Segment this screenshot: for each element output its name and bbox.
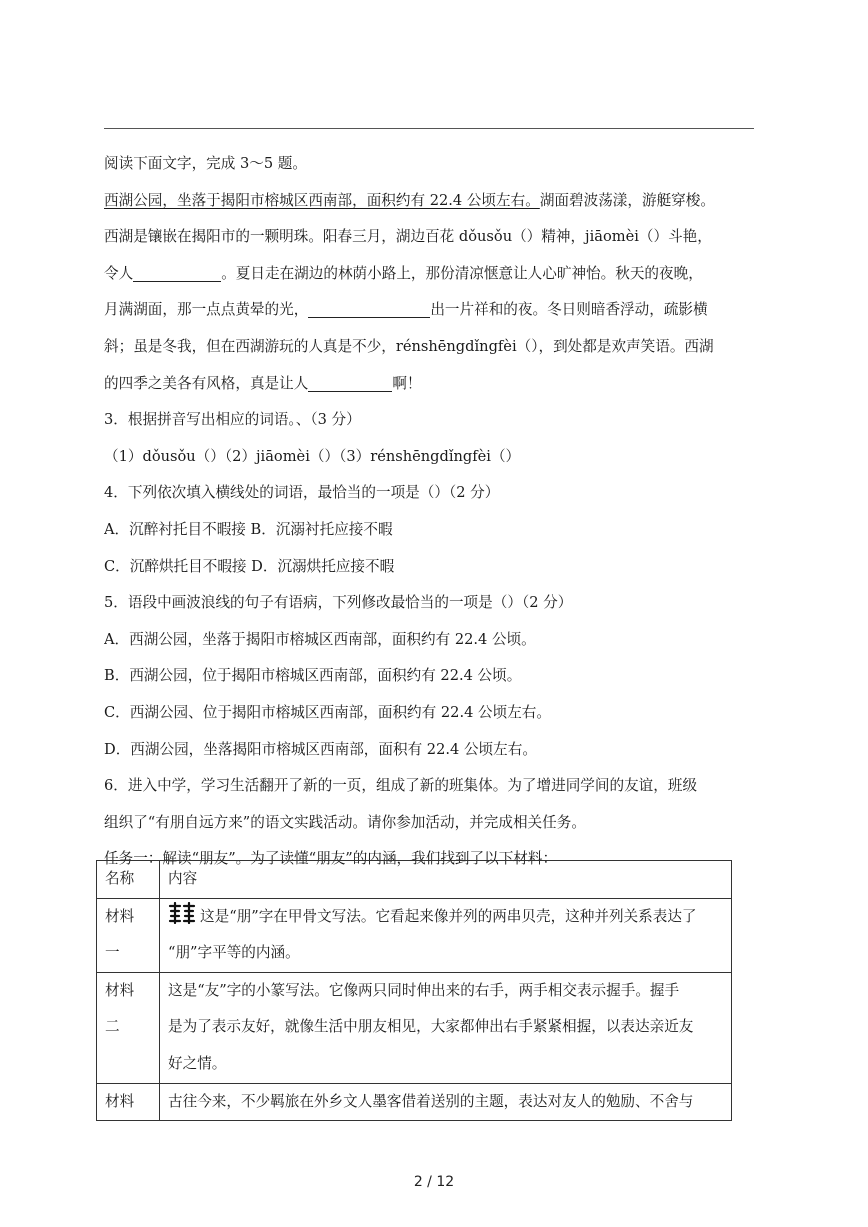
question-3-stem: 3．根据拼音写出相应的词语。、（3 分）	[104, 411, 361, 429]
question-4-stem: 4．下列依次填入横线处的词语，最恰当的一项是（）（2 分）	[104, 484, 500, 502]
wavy-underlined-sentence: 西湖公园，坐落于揭阳市榕城区西南部，面积约有 22.4 公顷左右。	[104, 191, 540, 209]
passage-text: 的四季之美各有风格，真是让人	[104, 374, 309, 392]
passage-text: 令人	[104, 264, 134, 282]
page-number: 2 / 12	[413, 1174, 455, 1190]
question-5-option-b: B．西湖公园，位于揭阳市榕城区西南部，面积约有 22.4 公顷。	[104, 667, 522, 685]
fill-blank	[133, 263, 221, 282]
question-5-option-d: D．西湖公园，坐落揭阳市榕城区西南部，面积有 22.4 公顷左右。	[104, 740, 537, 758]
fill-blank	[308, 299, 430, 318]
header-name: 名称	[97, 861, 160, 899]
question-6-line: 组织了“有朋自远方来”的语文实践活动。请你参加活动，并完成相关任务。	[104, 813, 586, 831]
passage-text: 月满湖面，那一点点黄晕的光，	[104, 301, 309, 319]
row-content: 这是“友”字的小篆写法。它像两只同时伸出来的右手，两手相交表示握手。握手 是为了表示友好，就像生活中朋友相见，大家都伸出右手紧紧相握，以表达亲近友 好之情。	[160, 972, 732, 1083]
table-row	[97, 898, 732, 972]
passage-line: 斜；虽是冬我，但在西湖游玩的人真是不少，rénshēngdǐngfèi（），到处都是欢声笑语。西湖	[104, 337, 714, 355]
row-content: 古往今来，不少羁旅在外乡文人墨客借着送别的主题，表达对友人的勉励、不舍与	[160, 1083, 732, 1121]
row-name: 材料 二	[97, 972, 160, 1083]
passage-text: 湖面碧波荡漾，游艇穿梭。	[539, 191, 715, 209]
fill-blank	[308, 373, 392, 392]
question-5-stem: 5．语段中画波浪线的句子有语病，下列修改最恰当的一项是（）（2 分）	[104, 594, 573, 612]
header-rule	[104, 128, 754, 129]
document-body	[104, 146, 760, 878]
row-name: 材料 一	[97, 898, 160, 972]
header-content: 内容	[160, 861, 732, 899]
passage-line	[104, 256, 760, 293]
question-6-line: 6．进入中学，学习生活翻开了新的一页，组成了新的班集体。为了增进同学间的友谊，班级	[104, 777, 698, 795]
question-4-options-ab: A．沉醉衬托目不暇接 B．沉溺衬托应接不暇	[104, 520, 393, 538]
table-row	[97, 1083, 732, 1121]
passage-line	[104, 183, 760, 220]
row-name: 材料	[97, 1083, 160, 1121]
table-header-row	[97, 861, 732, 899]
passage-line	[104, 292, 760, 329]
passage-text: 啊！	[392, 374, 422, 392]
question-3-items: （1）dǒusǒu（）（2）jiāomèi（）（3）rénshēngdǐngfèi（）	[104, 447, 521, 465]
table-row	[97, 972, 732, 1083]
passage-line	[104, 366, 760, 403]
passage-line: 西湖是镶嵌在揭阳市的一颗明珠。阳春三月，湖边百花 dǒusǒu（）精神，jiāomèi（）斗艳，	[104, 228, 712, 246]
row-content: 这是“朋”字在甲骨文写法。它看起来像并列的两串贝壳，这种并列关系表达了 “朋”字平等的内涵。	[160, 898, 732, 972]
task-one: 任务一：解读“朋友”。为了读懂“朋友”的内涵，我们找到了以下材料：	[104, 850, 558, 868]
question-4-options-cd: C．沉醉烘托目不暇接 D．沉溺烘托应接不暇	[104, 557, 395, 575]
question-5-option-c: C．西湖公园、位于揭阳市榕城区西南部，面积约有 22.4 公顷左右。	[104, 703, 551, 721]
passage-text: 出一片祥和的夜。冬日则暗香浮动，疏影横	[430, 301, 708, 319]
oracle-bone-peng-glyph	[168, 902, 198, 924]
materials-table	[96, 860, 732, 1121]
passage-text: 。夏日走在湖边的林荫小路上，那份清凉惬意让人心旷神怡。秋天的夜晚，	[221, 264, 703, 282]
instruction: 阅读下面文字，完成 3～5 题。	[104, 155, 307, 172]
question-5-option-a: A．西湖公园，坐落于揭阳市榕城区西南部，面积约有 22.4 公顷。	[104, 630, 536, 648]
